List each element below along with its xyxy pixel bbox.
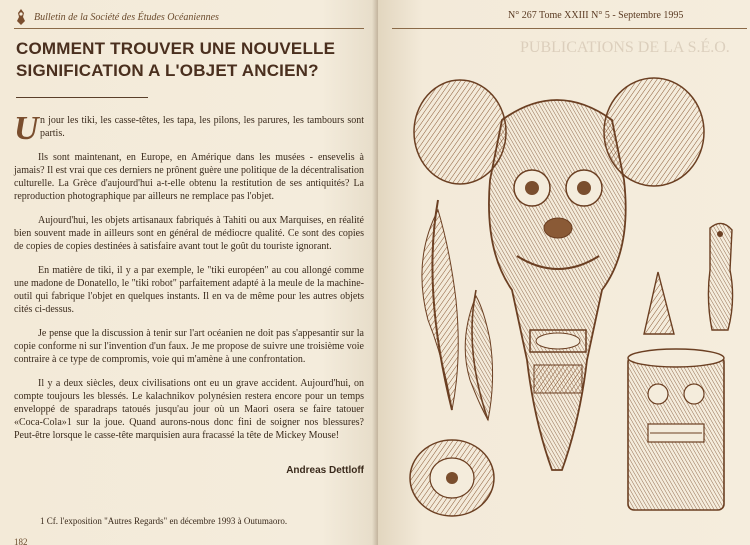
footnote: 1 Cf. l'exposition "Autres Regards" en décembre 1993 à Outumaoro.: [40, 516, 288, 526]
paragraph: Je pense que la discussion à tenir sur l'art océanien ne doit pas s'appesantir sur la copie conforme ni sur l'invention d'un faux. Je me propose de suivre une troisième voie contraire à ce type de compromis, voie qui m'amène à une confrontation.: [14, 328, 364, 365]
header-rule: [392, 28, 747, 29]
article-body: [14, 110, 364, 453]
feather-illustration: [422, 200, 493, 420]
adze-blade-illustration: [644, 272, 674, 334]
drop-cap: U: [14, 110, 39, 147]
society-emblem-icon: [14, 8, 28, 26]
author-signature: Andreas Dettloff: [286, 465, 364, 476]
paragraph: Ils sont maintenant, en Europe, en Amérique dans les musées - ensevelis à jamais? Il est vrai que ces derniers ne prônent guère une politique de la décentralisation culturelle. La Grèce d'aujourd'hui a-t-elle obtenu la restitution de ses antiquités? La reproduction photographique par ailleurs ne remplace pas l'objet.: [14, 152, 364, 202]
page-number: 182: [14, 537, 28, 545]
headline-rule: [16, 97, 148, 98]
paragraph: Il y a deux siècles, deux civilisations ont eu un grave accident. Aujourd'hui, on compte toujours les blessés. Le kalachnikov polynésien restera encore pour un temps enveloppé de sparadraps tatoués jusqu'au jour où un Maori osera se faire tatouer «Coca-Cola»1 sur la joue. Quand aurons-nous donc fini de soigner nos blessures? Peut-être lorsque le casse-tête marquisien aura fracassé la tête de Mickey Mouse!: [14, 378, 364, 441]
oceanic-artifacts-illustration: [392, 60, 748, 520]
bulletin-title: Bulletin de la Société des Études Océaniennes: [34, 11, 219, 23]
header-rule: [14, 28, 364, 29]
paragraph: Aujourd'hui, les objets artisanaux fabriqués à Tahiti ou aux Marquises, en réalité bien souvent made in ailleurs sont en général de médiocre qualité. Ce sont des copies de copies de copies destinées à satisfaire avant tout le goût du touriste ignorant.: [14, 215, 364, 252]
issue-header: N° 267 Tome XXIII N° 5 - Septembre 1995: [508, 10, 684, 21]
paragraph: [14, 110, 364, 147]
show-through-text: PUBLICATIONS DE LA S.É.O.: [520, 39, 730, 56]
paragraph: En matière de tiki, il y a par exemple, le "tiki européen" au cou allongé comme une madone de Donatello, le "tiki robot" parfaitement adapté à la meule de la machine-outil qui fabrique l'objet en quelques instants. Il en va de même pour les autres objets cités ci-dessus.: [14, 265, 364, 315]
paragraph-text: n jour les tiki, les casse-têtes, les tapa, les pilons, les parures, les tambours sont partis.: [40, 115, 364, 139]
standing-figure-illustration: [708, 223, 732, 330]
carved-drum-illustration: [628, 349, 724, 510]
article-headline: COMMENT TROUVER UNE NOUVELLE SIGNIFICATION A L'OBJET ANCIEN?: [16, 39, 336, 80]
running-header-left: [14, 8, 364, 26]
round-plaque-illustration: [410, 440, 494, 516]
